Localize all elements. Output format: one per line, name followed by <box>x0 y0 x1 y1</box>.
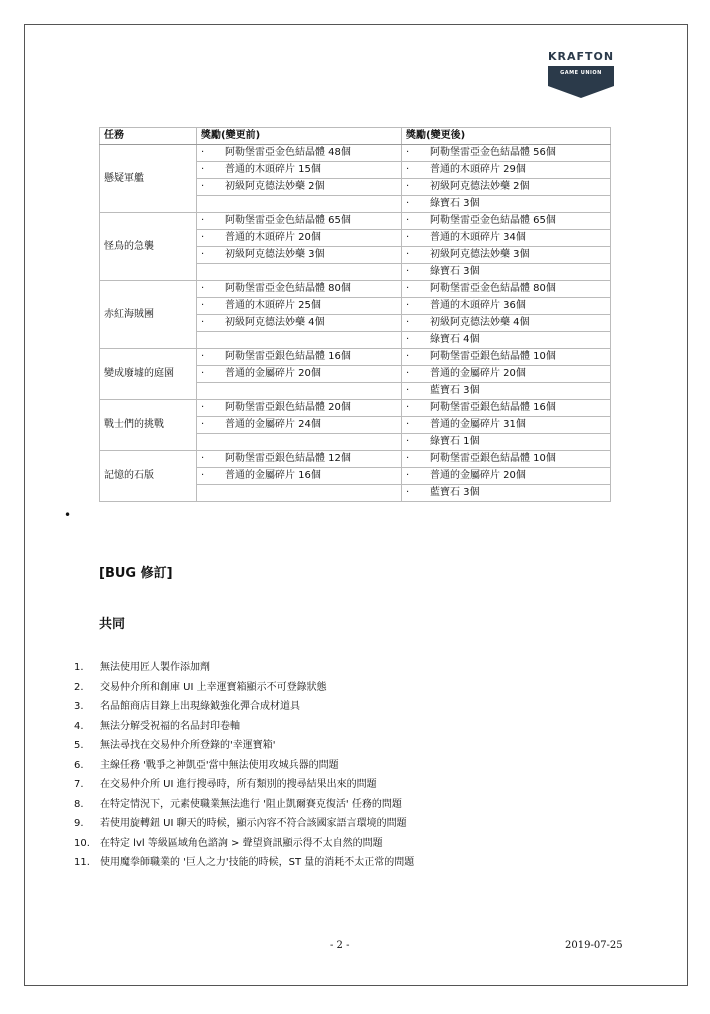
reward-before-cell <box>197 162 402 179</box>
section-common-title: 共同 <box>99 617 126 632</box>
reward-after-text: 普通的金屬碎片 20個 <box>430 470 526 481</box>
reward-before-cell <box>197 332 402 349</box>
reward-after-text: 普通的木頭碎片 29個 <box>430 164 526 175</box>
row-bullet: · <box>406 487 410 498</box>
reward-before-cell <box>197 366 402 383</box>
list-item-text: 在特定 lvl 等級區域角色諮詢 > 聲望資訊顯示得不太自然的問題 <box>100 837 383 849</box>
row-bullet: · <box>201 147 205 158</box>
reward-after-cell <box>402 315 611 332</box>
list-item-text: 名品館商店目錄上出現綠鉞強化彈合成材道具 <box>100 701 300 712</box>
task-name: 怪鳥的急襲 <box>100 213 197 281</box>
task-name: 記憶的石版 <box>100 451 197 502</box>
reward-before-text: 普通的金屬碎片 16個 <box>225 470 321 481</box>
row-bullet: · <box>201 181 205 192</box>
row-bullet: · <box>406 198 410 209</box>
reward-after-cell <box>402 383 611 400</box>
list-item-text: 若使用旋轉鈕 UI 聊天的時候，顯示內容不符合該國家語言環境的問題 <box>100 818 407 829</box>
row-bullet: · <box>406 351 410 362</box>
reward-after-text: 阿勒堡雷亞銀色結晶體 16個 <box>430 402 556 413</box>
list-item <box>74 658 414 678</box>
list-item-text: 主線任務 '戰爭之神凱亞'當中無法使用攻城兵器的問題 <box>100 759 339 771</box>
list-item-text: 使用魔拳師職業的 '巨人之力'技能的時候，ST 量的消耗不太正常的問題 <box>100 857 415 868</box>
reward-after-cell <box>402 434 611 451</box>
reward-before-cell <box>197 468 402 485</box>
list-item-number: 9. <box>74 818 84 829</box>
table-header-row <box>100 128 611 145</box>
bullet-dot: • <box>64 508 72 522</box>
reward-after-cell <box>402 179 611 196</box>
reward-after-cell <box>402 451 611 468</box>
list-item-text: 無法分解受祝福的名品封印卷軸 <box>100 720 240 732</box>
row-bullet: · <box>406 147 410 158</box>
row-bullet: · <box>406 436 410 447</box>
row-bullet: · <box>406 300 410 311</box>
list-item-number: 3. <box>74 701 84 712</box>
list-item-number: 1. <box>74 662 84 673</box>
row-bullet: · <box>406 249 410 260</box>
row-bullet: · <box>406 385 410 396</box>
row-bullet: · <box>201 164 205 175</box>
row-bullet: · <box>201 249 205 260</box>
reward-after-text: 普通的金屬碎片 31個 <box>430 419 526 430</box>
reward-before-cell <box>197 485 402 502</box>
list-item <box>74 795 414 815</box>
list-item <box>74 834 414 854</box>
reward-before-text: 普通的金屬碎片 20個 <box>225 368 321 379</box>
list-item-text: 無法尋找在交易仲介所登錄的'幸運寶箱' <box>100 740 276 751</box>
list-item-number: 5. <box>74 740 84 751</box>
table-row <box>100 281 611 298</box>
reward-after-text: 初級阿克德法妙藥 4個 <box>430 317 530 328</box>
list-item-text: 交易仲介所和創庫 UI 上幸運寶箱顯示不可登錄狀態 <box>100 681 327 693</box>
reward-before-text: 阿勒堡雷亞銀色結晶體 16個 <box>225 351 351 362</box>
reward-after-text: 阿勒堡雷亞金色結晶體 56個 <box>430 147 556 158</box>
reward-after-cell <box>402 247 611 264</box>
header-after: 獎勵(變更後) <box>402 128 611 145</box>
reward-after-cell <box>402 162 611 179</box>
reward-after-cell <box>402 145 611 162</box>
reward-before-cell <box>197 400 402 417</box>
reward-after-text: 綠寶石 3個 <box>430 198 480 209</box>
reward-after-cell <box>402 332 611 349</box>
reward-after-cell <box>402 230 611 247</box>
row-bullet: · <box>406 470 410 481</box>
task-name: 懸疑軍艦 <box>100 145 197 213</box>
reward-after-text: 普通的木頭碎片 36個 <box>430 300 526 311</box>
reward-before-text: 阿勒堡雷亞銀色結晶體 12個 <box>225 453 351 464</box>
list-item-number: 2. <box>74 681 84 693</box>
reward-before-cell <box>197 451 402 468</box>
row-bullet: · <box>406 283 410 294</box>
row-bullet: · <box>201 402 205 413</box>
row-bullet: · <box>406 181 410 192</box>
reward-before-cell <box>197 230 402 247</box>
rewards-table <box>99 127 611 502</box>
reward-after-text: 綠寶石 1個 <box>430 436 480 447</box>
reward-before-cell <box>197 383 402 400</box>
table-row <box>100 451 611 468</box>
list-item-number: 10. <box>74 837 90 849</box>
fixes-list <box>74 658 414 873</box>
reward-before-cell <box>197 417 402 434</box>
list-item <box>74 853 414 873</box>
table-row <box>100 145 611 162</box>
rewards-body <box>100 145 611 502</box>
reward-after-cell <box>402 400 611 417</box>
list-item-number: 4. <box>74 720 84 732</box>
reward-after-cell <box>402 349 611 366</box>
task-name: 戰士們的挑戰 <box>100 400 197 451</box>
list-item-text: 在特定情況下，元素使職業無法進行 '阻止凱爾賽克復活' 任務的問題 <box>100 798 402 810</box>
reward-before-cell <box>197 434 402 451</box>
header-before: 獎勵(變更前) <box>197 128 402 145</box>
list-item <box>74 814 414 834</box>
row-bullet: · <box>201 351 205 362</box>
reward-before-cell <box>197 264 402 281</box>
reward-before-text: 初級阿克德法妙藥 3個 <box>225 249 325 260</box>
table-row <box>100 349 611 366</box>
table-row <box>100 213 611 230</box>
list-item-number: 6. <box>74 759 84 771</box>
reward-after-text: 藍寶石 3個 <box>430 487 480 498</box>
row-bullet: · <box>406 419 410 430</box>
task-name: 變成廢墟的庭園 <box>100 349 197 400</box>
reward-after-text: 普通的木頭碎片 34個 <box>430 232 526 243</box>
reward-before-text: 初級阿克德法妙藥 2個 <box>225 181 325 192</box>
list-item <box>74 756 414 776</box>
list-item-text: 無法使用匠人製作添加劑 <box>100 662 210 673</box>
table-row <box>100 400 611 417</box>
task-name: 赤紅海賊團 <box>100 281 197 349</box>
row-bullet: · <box>201 453 205 464</box>
reward-before-cell <box>197 196 402 213</box>
list-item <box>74 736 414 756</box>
reward-before-text: 初級阿克德法妙藥 4個 <box>225 317 325 328</box>
list-item-number: 11. <box>74 857 90 868</box>
reward-after-text: 初級阿克德法妙藥 3個 <box>430 249 530 260</box>
reward-after-cell <box>402 468 611 485</box>
reward-before-cell <box>197 281 402 298</box>
reward-before-cell <box>197 247 402 264</box>
row-bullet: · <box>201 232 205 243</box>
reward-before-cell <box>197 349 402 366</box>
reward-before-cell <box>197 298 402 315</box>
logo-subtitle: GAME UNION <box>560 70 602 76</box>
reward-before-text: 阿勒堡雷亞銀色結晶體 20個 <box>225 402 351 413</box>
reward-after-text: 綠寶石 3個 <box>430 266 480 277</box>
list-item <box>74 697 414 717</box>
logo-title: KRAFTON <box>548 50 615 63</box>
list-item-number: 8. <box>74 798 84 810</box>
reward-after-text: 藍寶石 3個 <box>430 385 480 396</box>
row-bullet: · <box>201 283 205 294</box>
reward-after-cell <box>402 417 611 434</box>
krafton-logo <box>548 46 614 98</box>
reward-after-text: 綠寶石 4個 <box>430 334 480 345</box>
reward-after-text: 阿勒堡雷亞銀色結晶體 10個 <box>430 351 556 362</box>
document-date: 2019-07-25 <box>565 940 623 951</box>
reward-after-text: 阿勒堡雷亞金色結晶體 80個 <box>430 283 556 294</box>
reward-before-text: 阿勒堡雷亞金色結晶體 80個 <box>225 283 351 294</box>
list-item-number: 7. <box>74 779 84 790</box>
row-bullet: · <box>406 334 410 345</box>
reward-before-text: 阿勒堡雷亞金色結晶體 48個 <box>225 147 351 158</box>
row-bullet: · <box>406 402 410 413</box>
section-bug-title: [BUG 修訂] <box>99 566 173 581</box>
list-item <box>74 678 414 698</box>
row-bullet: · <box>406 368 410 379</box>
row-bullet: · <box>406 317 410 328</box>
page-number: - 2 - <box>330 940 350 951</box>
reward-after-cell <box>402 264 611 281</box>
row-bullet: · <box>201 470 205 481</box>
reward-before-text: 普通的木頭碎片 25個 <box>225 300 321 311</box>
reward-before-text: 普通的木頭碎片 15個 <box>225 164 321 175</box>
row-bullet: · <box>406 266 410 277</box>
reward-after-cell <box>402 298 611 315</box>
header-task: 任務 <box>100 128 197 145</box>
reward-before-cell <box>197 315 402 332</box>
list-item <box>74 717 414 737</box>
row-bullet: · <box>406 232 410 243</box>
reward-after-text: 初級阿克德法妙藥 2個 <box>430 181 530 192</box>
reward-before-text: 普通的木頭碎片 20個 <box>225 232 321 243</box>
reward-after-cell <box>402 213 611 230</box>
reward-after-cell <box>402 281 611 298</box>
row-bullet: · <box>406 164 410 175</box>
reward-before-cell <box>197 213 402 230</box>
row-bullet: · <box>201 215 205 226</box>
reward-after-text: 阿勒堡雷亞銀色結晶體 10個 <box>430 453 556 464</box>
reward-after-cell <box>402 485 611 502</box>
row-bullet: · <box>406 453 410 464</box>
row-bullet: · <box>201 317 205 328</box>
reward-after-text: 普通的金屬碎片 20個 <box>430 368 526 379</box>
reward-after-text: 阿勒堡雷亞金色結晶體 65個 <box>430 215 556 226</box>
reward-after-cell <box>402 196 611 213</box>
reward-before-text: 阿勒堡雷亞金色結晶體 65個 <box>225 215 351 226</box>
reward-before-cell <box>197 179 402 196</box>
reward-before-cell <box>197 145 402 162</box>
row-bullet: · <box>201 419 205 430</box>
list-item-text: 在交易仲介所 UI 進行搜尋時，所有類別的搜尋結果出來的問題 <box>100 779 377 790</box>
list-item <box>74 775 414 795</box>
row-bullet: · <box>406 215 410 226</box>
row-bullet: · <box>201 368 205 379</box>
row-bullet: · <box>201 300 205 311</box>
reward-before-text: 普通的金屬碎片 24個 <box>225 419 321 430</box>
reward-after-cell <box>402 366 611 383</box>
